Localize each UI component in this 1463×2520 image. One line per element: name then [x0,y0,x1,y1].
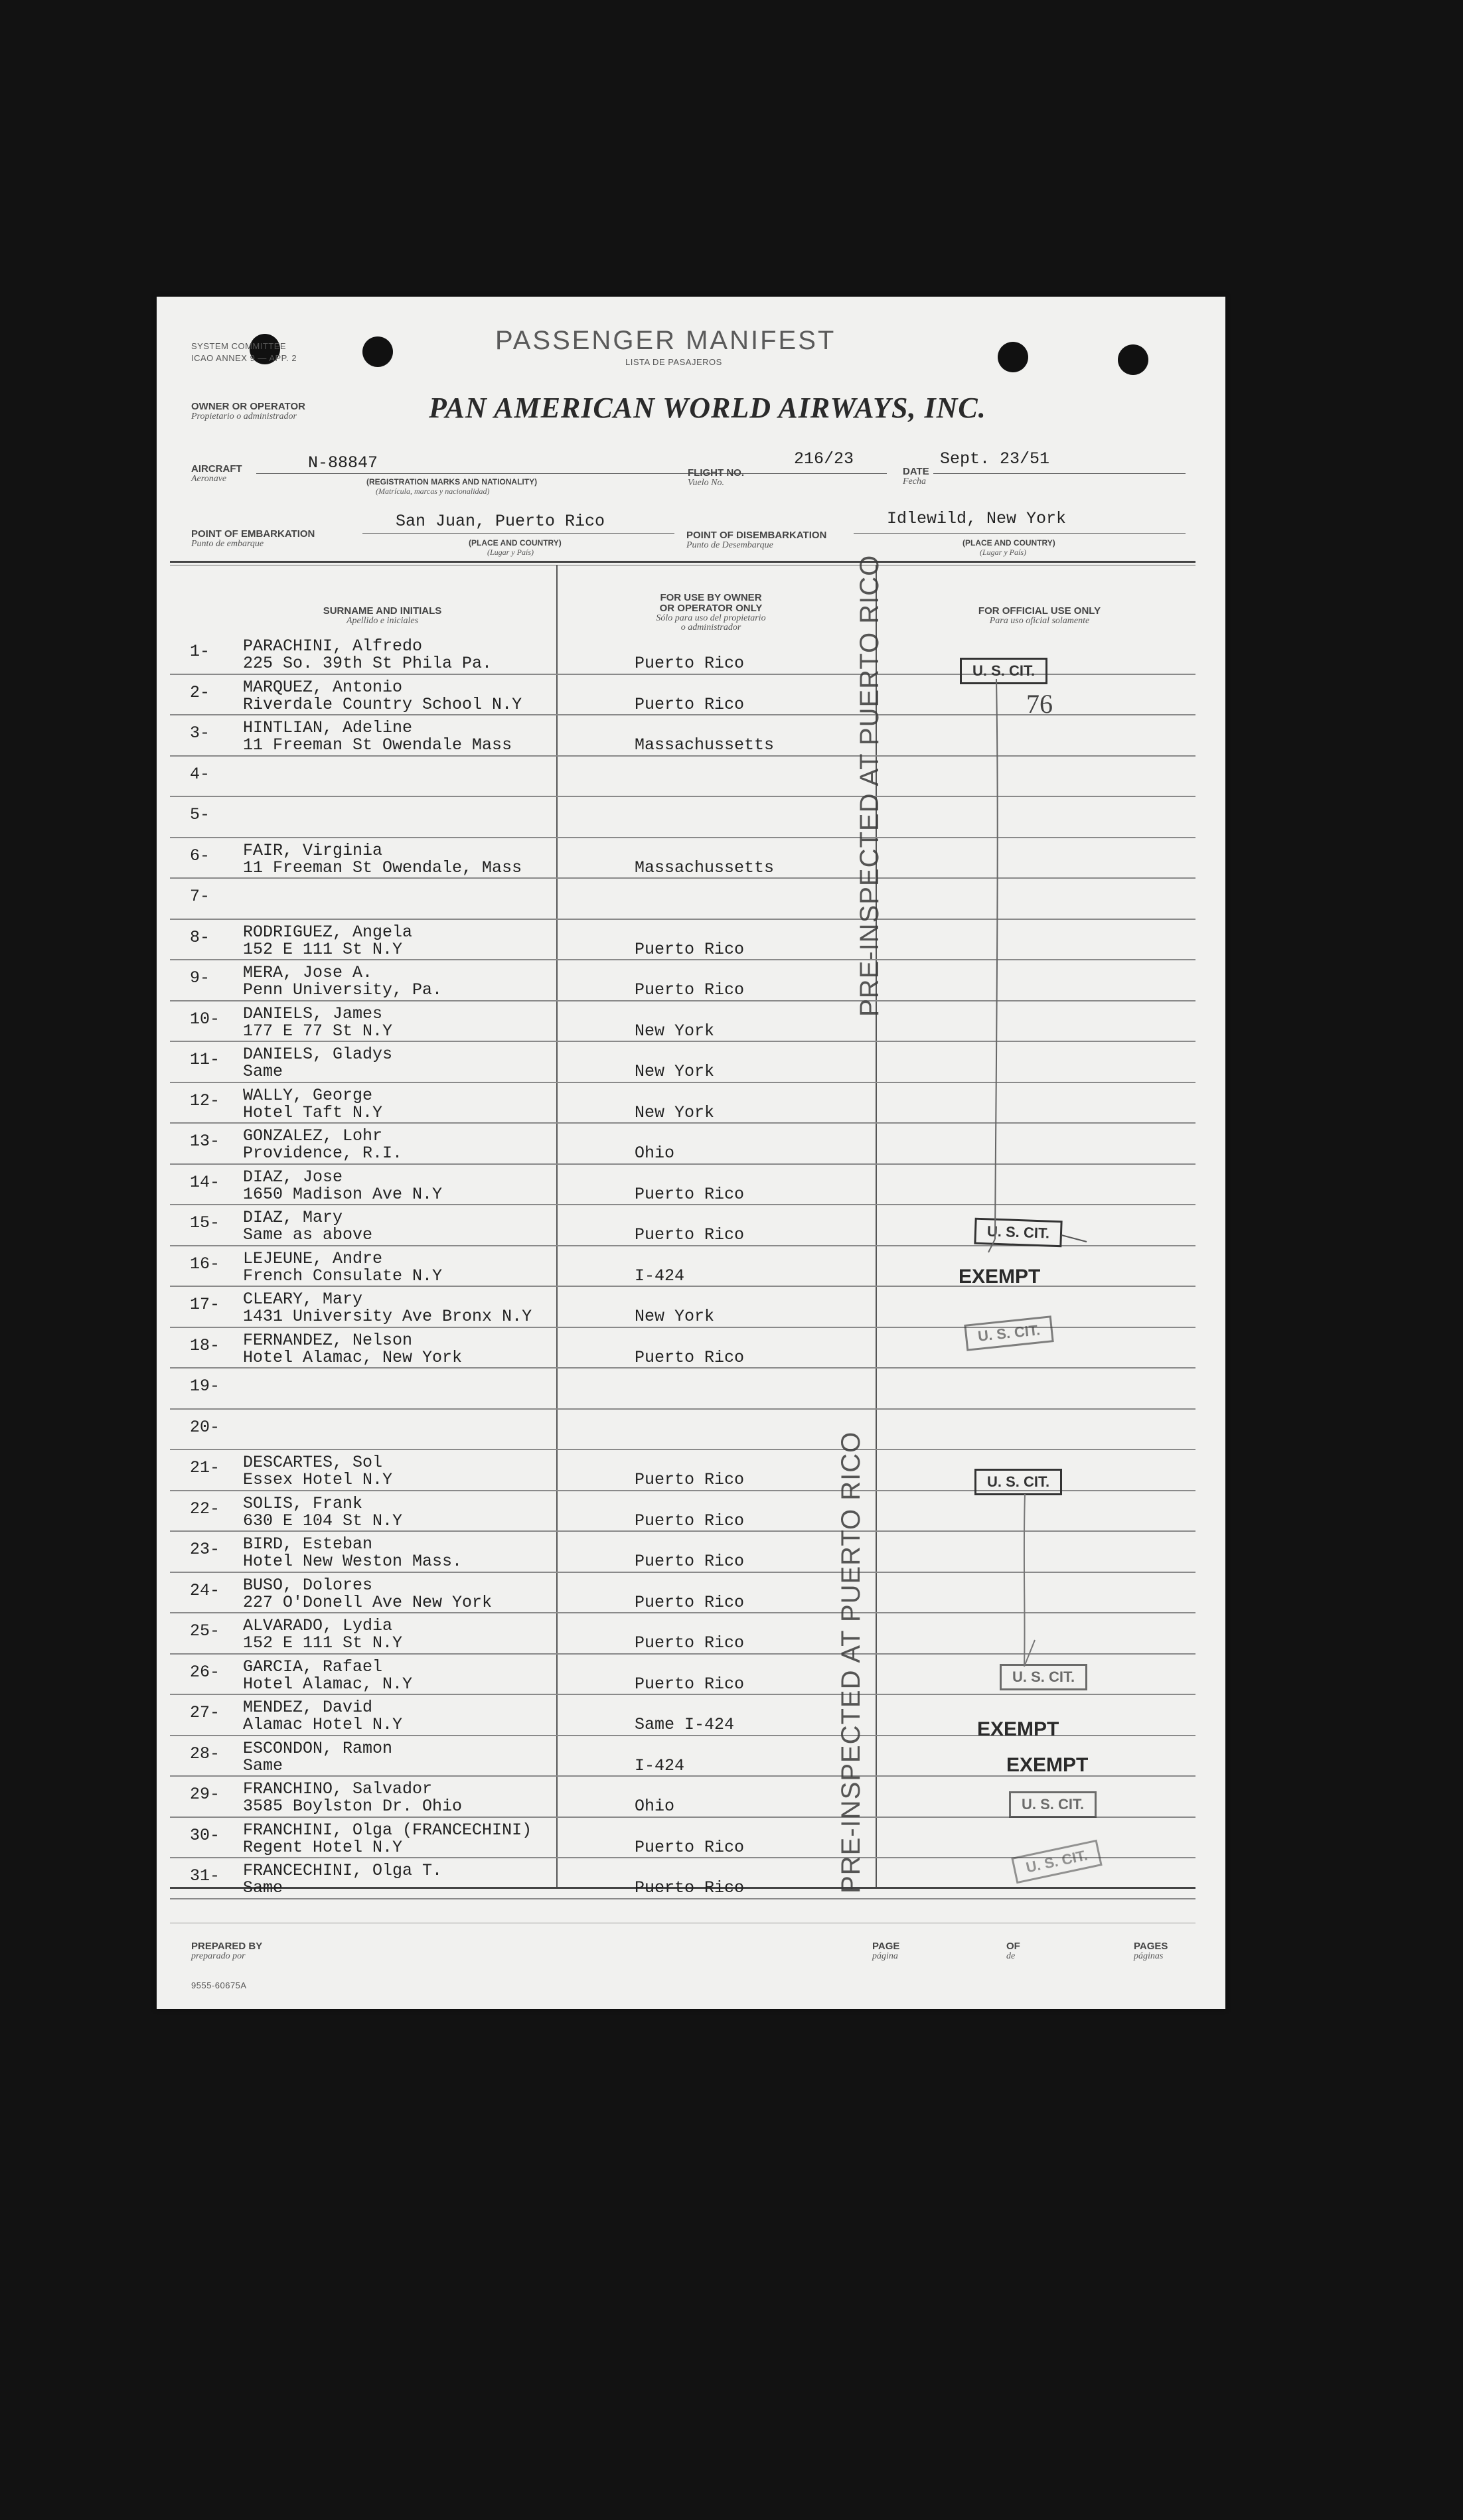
us-cit-stamp: U. S. CIT. [960,658,1047,684]
aircraft-underline [256,473,840,474]
prepared-label: PREPARED BY [191,1941,263,1952]
pages-label: PAGES [1134,1941,1168,1952]
passenger-residence: Puerto Rico [635,1674,745,1694]
passenger-residence: Ohio [635,1797,675,1816]
embark-place-caption: (PLACE AND COUNTRY) [469,538,562,548]
passenger-address: 152 E 111 St N.Y [243,1633,403,1653]
passenger-residence: New York [635,1021,715,1041]
disembark-label: POINT OF DISEMBARKATION [686,530,827,541]
passenger-address: 1431 University Ave Bronx N.Y [243,1307,532,1326]
date-label: DATE [903,466,929,477]
page-title-es: LISTA DE PASAJEROS [625,357,722,367]
passenger-name: SOLIS, Frank [243,1493,363,1513]
passenger-address: 11 Freeman St Owendale, Mass [243,857,522,877]
page-title: PASSENGER MANIFEST [495,326,836,355]
of-label: OF [1006,1941,1020,1952]
pages-label-es: páginas [1134,1951,1164,1961]
passenger-residence: Puerto Rico [635,654,745,673]
exempt-stamp: EXEMPT [959,1266,1041,1288]
passenger-address: 11 Freeman St Owendale Mass [243,735,512,755]
row-number: 2- [190,682,210,702]
passenger-address: Regent Hotel N.Y [243,1837,403,1857]
passenger-name: CLEARY, Mary [243,1290,363,1309]
top-left-line1: SYSTEM COMMITTEE [191,341,287,351]
page-label-es: página [872,1951,898,1961]
passenger-name: FRANCHINO, Salvador [243,1779,433,1799]
flight-value: 216/23 [794,449,854,469]
row-number: 5- [190,805,210,824]
row-number: 23- [190,1540,220,1559]
row-number: 14- [190,1172,220,1192]
row-number: 10- [190,1009,220,1029]
embark-underline [362,533,674,534]
disembark-underline [854,533,1186,534]
passenger-name: GARCIA, Rafael [243,1657,383,1676]
passenger-residence: Massachussetts [635,735,775,755]
passenger-residence: I-424 [635,1266,685,1286]
aircraft-label: AIRCRAFT [191,463,242,475]
passenger-name: BIRD, Esteban [243,1534,373,1554]
disembark-value: Idlewild, New York [887,509,1067,528]
col2-header-1: FOR USE BY OWNER [660,592,762,603]
row-number: 19- [190,1376,220,1396]
col1-header-es: Apellido e iniciales [346,616,419,626]
passenger-residence: Puerto Rico [635,980,745,1000]
passenger-address: 152 E 111 St N.Y [243,939,403,959]
passenger-residence: Puerto Rico [635,1347,745,1367]
row-number: 3- [190,723,210,743]
row-number: 15- [190,1213,220,1232]
passenger-name: WALLY, George [243,1085,373,1105]
passenger-name: RODRIGUEZ, Angela [243,922,413,942]
row-number: 9- [190,968,210,988]
disembark-place-caption: (PLACE AND COUNTRY) [963,538,1055,548]
us-cit-stamp: U. S. CIT. [1009,1791,1097,1818]
column-divider-1 [556,565,558,1887]
aircraft-value: N-88847 [308,453,378,473]
us-cit-stamp: U. S. CIT. [964,1315,1054,1351]
preinspected-stamp-bottom: PRE-INSPECTED AT PUERTO RICO [836,1431,866,1893]
embark-value: San Juan, Puerto Rico [396,512,605,531]
flight-label: FLIGHT NO. [688,467,744,479]
passenger-address: 1650 Madison Ave N.Y [243,1184,443,1204]
date-underline [933,473,1186,474]
table-top-rule [170,561,1195,563]
registration-caption-es: (Matrícula, marcas y nacionalidad) [376,486,490,496]
exempt-stamp: EXEMPT [1006,1754,1089,1776]
form-code: 9555-60675A [191,1980,247,1990]
airline-name: PAN AMERICAN WORLD AIRWAYS, INC. [429,392,986,424]
row-rule [170,1898,1195,1899]
passenger-address: Same [243,1062,283,1081]
col3-header-es: Para uso oficial solamente [989,616,1090,626]
passenger-name: HINTLIAN, Adeline [243,718,413,737]
date-value: Sept. 23/51 [940,449,1050,469]
passenger-address: 227 O'Donell Ave New York [243,1592,493,1612]
col3-header: FOR OFFICIAL USE ONLY [978,605,1101,617]
embark-label: POINT OF EMBARKATION [191,528,315,540]
passenger-name: DESCARTES, Sol [243,1453,383,1472]
row-number: 24- [190,1580,220,1600]
passenger-address: Same [243,1755,283,1775]
date-label-es: Fecha [903,477,926,486]
aircraft-label-es: Aeronave [191,474,227,484]
row-number: 30- [190,1825,220,1845]
passenger-residence: New York [635,1307,715,1326]
preinspected-stamp-top: PRE-INSPECTED AT PUERTO RICO [855,554,884,1017]
official-use-pen-marks [876,565,1221,1887]
of-label-es: de [1006,1951,1016,1961]
owner-label-es: Propietario o administrador [191,411,297,421]
passenger-address: Alamac Hotel N.Y [243,1715,403,1734]
disembark-label-es: Punto de Desembarque [686,540,773,550]
col2-header-es-1: Sólo para uso del propietario [656,613,766,623]
passenger-name: FRANCECHINI, Olga T. [243,1861,443,1880]
col1-header: SURNAME AND INITIALS [323,605,442,617]
passenger-name: LEJEUNE, Andre [243,1248,383,1268]
manifest-sheet [157,297,1225,2009]
us-cit-stamp: U. S. CIT. [1011,1840,1103,1884]
passenger-address: 3585 Boylston Dr. Ohio [243,1797,463,1816]
registration-caption: (REGISTRATION MARKS AND NATIONALITY) [366,477,538,486]
passenger-residence: New York [635,1102,715,1122]
passenger-residence: Same I-424 [635,1715,735,1734]
passenger-residence: Puerto Rico [635,1837,745,1857]
passenger-address: 177 E 77 St N.Y [243,1021,393,1041]
row-number: 25- [190,1621,220,1641]
row-number: 20- [190,1417,220,1437]
exempt-stamp: EXEMPT [977,1718,1059,1740]
col2-header-es-2: o administrador [680,623,741,632]
top-left-line2: ICAO ANNEX 9 — APP. 2 [191,353,297,363]
us-cit-stamp: U. S. CIT. [1000,1664,1087,1690]
passenger-residence: Puerto Rico [635,1184,745,1204]
passenger-name: FERNANDEZ, Nelson [243,1330,413,1350]
passenger-residence: Puerto Rico [635,1470,745,1489]
passenger-residence: Puerto Rico [635,1592,745,1612]
punch-hole [362,336,393,367]
passenger-address: 225 So. 39th St Phila Pa. [243,654,493,673]
row-number: 26- [190,1662,220,1682]
row-number: 6- [190,846,210,865]
passenger-address: Hotel Alamac, N.Y [243,1674,413,1694]
embark-label-es: Punto de embarque [191,539,264,549]
passenger-name: ESCONDON, Ramon [243,1738,393,1758]
passenger-name: FRANCHINI, Olga (FRANCECHINI) [243,1820,532,1840]
passenger-address: Riverdale Country School N.Y [243,694,522,714]
passenger-address: Penn University, Pa. [243,980,443,1000]
us-cit-stamp: U. S. CIT. [974,1469,1062,1495]
us-cit-stamp: U. S. CIT. [974,1218,1062,1248]
passenger-name: DIAZ, Jose [243,1167,343,1187]
passenger-address: Providence, R.I. [243,1144,403,1163]
page-label: PAGE [872,1941,900,1952]
passenger-residence: Puerto Rico [635,1511,745,1530]
passenger-residence: New York [635,1062,715,1081]
row-number: 7- [190,887,210,906]
row-number: 21- [190,1458,220,1477]
row-number: 17- [190,1295,220,1314]
row-number: 28- [190,1743,220,1763]
row-number: 13- [190,1132,220,1151]
passenger-name: MENDEZ, David [243,1698,373,1717]
passenger-name: DANIELS, Gladys [243,1045,393,1064]
col2-header-2: OR OPERATOR ONLY [659,603,763,614]
passenger-name: PARACHINI, Alfredo [243,636,423,656]
punch-hole [998,342,1028,372]
row-number: 11- [190,1050,220,1069]
passenger-address: Hotel Alamac, New York [243,1347,463,1367]
passenger-name: ALVARADO, Lydia [243,1616,393,1635]
passenger-address: Hotel New Weston Mass. [243,1552,463,1571]
passenger-address: Essex Hotel N.Y [243,1470,393,1489]
flight-label-es: Vuelo No. [688,478,724,488]
passenger-name: MARQUEZ, Antonio [243,677,403,697]
row-number: 16- [190,1254,220,1274]
passenger-residence: I-424 [635,1755,685,1775]
row-number: 29- [190,1785,220,1804]
passenger-address: Hotel Taft N.Y [243,1102,383,1122]
passenger-address: 630 E 104 St N.Y [243,1511,403,1530]
passenger-address: Same [243,1878,283,1897]
handwritten-76: 76 [1026,689,1053,719]
row-number: 31- [190,1866,220,1886]
flight-underline [767,473,887,474]
row-number: 8- [190,927,210,947]
row-number: 22- [190,1499,220,1519]
row-number: 27- [190,1703,220,1722]
disembark-place-caption-es: (Lugar y País) [980,548,1026,557]
passenger-address: Same as above [243,1225,373,1244]
passenger-name: BUSO, Dolores [243,1575,373,1595]
row-number: 4- [190,764,210,784]
passenger-name: GONZALEZ, Lohr [243,1126,383,1146]
passenger-residence: Ohio [635,1144,675,1163]
row-number: 12- [190,1090,220,1110]
owner-label: OWNER OR OPERATOR [191,401,305,412]
passenger-name: DIAZ, Mary [243,1208,343,1227]
passenger-residence: Puerto Rico [635,694,745,714]
punch-hole [1118,344,1148,375]
passenger-residence: Puerto Rico [635,1225,745,1244]
row-number: 1- [190,642,210,661]
passenger-residence: Puerto Rico [635,1552,745,1571]
passenger-name: FAIR, Virginia [243,840,383,860]
passenger-address: French Consulate N.Y [243,1266,443,1286]
prepared-label-es: preparado por [191,1951,246,1961]
passenger-residence: Puerto Rico [635,1633,745,1653]
passenger-name: DANIELS, James [243,1003,383,1023]
embark-place-caption-es: (Lugar y País) [487,548,534,557]
passenger-residence: Puerto Rico [635,1878,745,1897]
passenger-residence: Puerto Rico [635,939,745,959]
row-number: 18- [190,1335,220,1355]
passenger-name: MERA, Jose A. [243,963,373,982]
passenger-residence: Massachussetts [635,857,775,877]
